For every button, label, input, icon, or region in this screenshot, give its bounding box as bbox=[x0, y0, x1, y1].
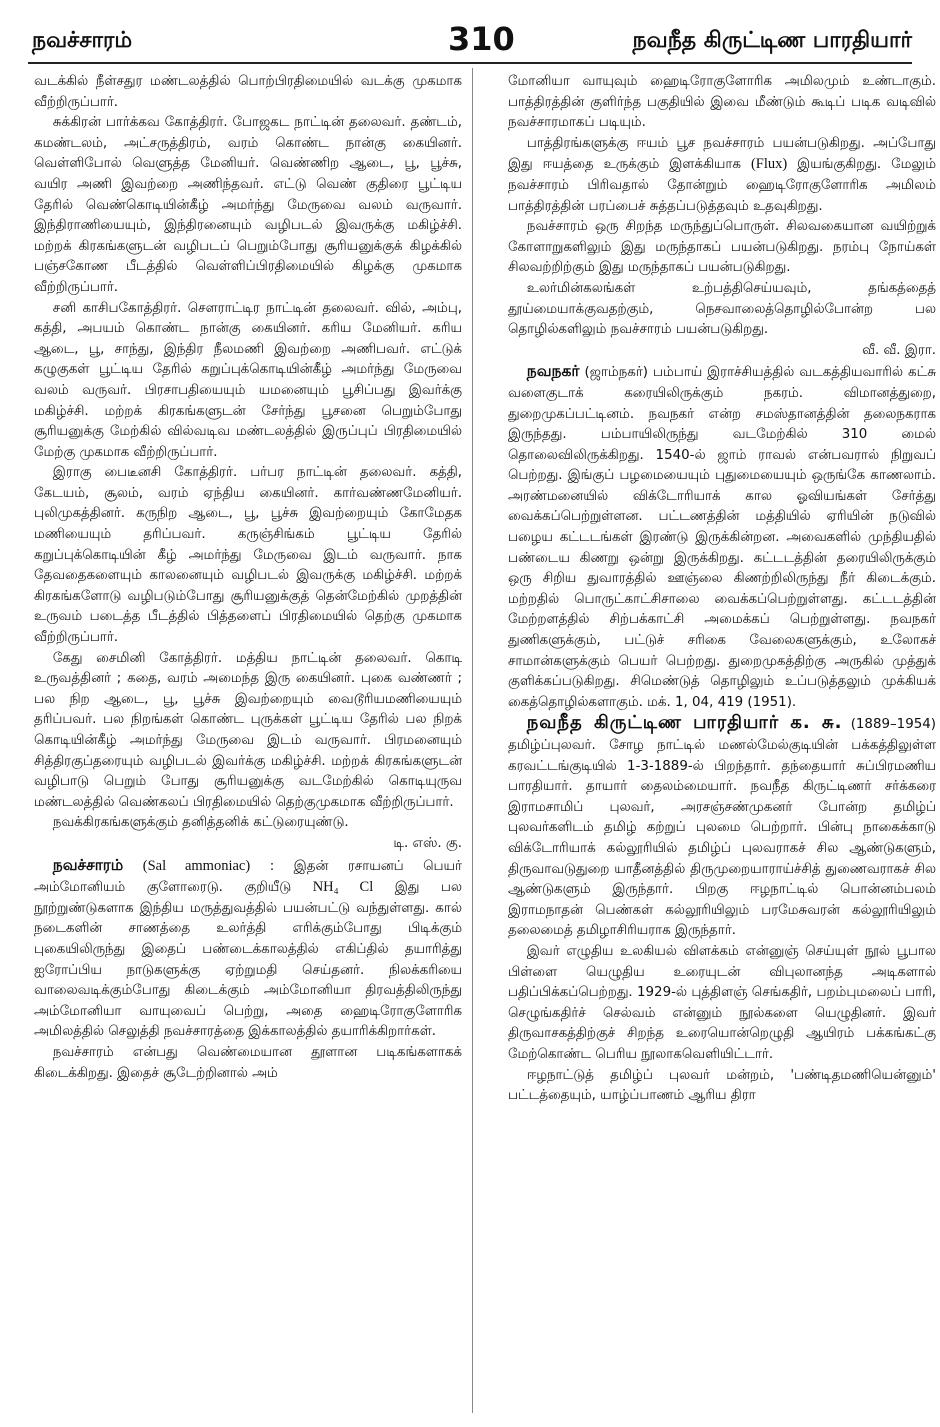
left-column bbox=[34, 72, 462, 1412]
running-head-left: நவச்சாரம் bbox=[32, 28, 133, 53]
paragraph: சனி காசிபகோத்திரர். சௌராட்டிர நாட்டின் தலைவர். வில், அம்பு, கத்தி, அபயம் கொண்ட நான்கு கையினர். கரிய மேனியர். கரிய ஆடை, பூ, சாந்து, இந்திர நீலமணி இவற்றை அணிபவர். எட்டுக் கழுகுகள் பூட்டிய தேரில் கறுப்புக்கொடியின்கீழ் அமர்ந்து மேருவை வலம் வருவர். பிரசாபதியையும் யமனையும் பூசிப்பது இவர்க்கு மகிழ்ச்சி. மற்றக் கிரகங்களுடன் சேர்ந்து பூசனை பெறும்போது சூரியனுக்கு மேற்கில் வில்வடிவ மண்டலத்தில் இருப்புப் பிரதிமையில் மேற்கு முகமாக வீற்றிருப்பார். bbox=[34, 300, 462, 460]
paragraph: சுக்கிரன் பார்க்கவ கோத்திரர். போஜகட நாட்டின் தலைவர். தண்டம், கமண்டலம், அட்சருத்திரம், வரம் கொண்ட நான்கு கையினர். வெள்ளிபோல் வெளுத்த மேனியர். வெண்ணிற ஆடை, பூ, பூச்சு, வயிர அணி இவற்றை அணிந்தவர். எட்டு வெண் குதிரை பூட்டிய தேரில் வெண்கொடியின்கீழ் அமர்ந்து மேருவை வலம் வருவார். இந்திராணியையும், இந்திரனையும் வழிபடல் இவருக்கு மகிழ்ச்சி. மற்றக் கிரகங்களுடன் வழிபடப் பெறும்போது சூரியனுக்குக் கிழக்கில் பஞ்சகோண பீடத்தில் வெள்ளிப்பிரதிமையில் கிழக்கு முகமாக வீற்றிருப்பார். bbox=[34, 115, 462, 295]
author-signature: வீ. வீ. இரா. bbox=[862, 342, 936, 358]
entry-text: : இதன் ரசாயனப் பெயர் அம்மோனியம் குளோரைடு. குறியீடு bbox=[34, 858, 462, 896]
latin-term: (Flux) bbox=[750, 156, 788, 173]
paragraph-text: பாத்திரங்களுக்கு ஈயம் பூச நவச்சாரம் பயன்படுகிறது. அப்போது இது ஈயத்தை உருக்கும் இளக்கியாக bbox=[508, 135, 936, 173]
paragraph: ஈழநாட்டுத் தமிழ்ப் புலவர் மன்றம், 'பண்டிதமணியென்னும்' பட்டத்தையும், யாழ்ப்பாணம் ஆரிய திரா bbox=[508, 1067, 936, 1104]
entry-title: நவநீத கிருட்டிண பாரதியார் க. சு. bbox=[526, 712, 843, 734]
paragraph: இராகு பைடீனசி கோத்திரர். பர்பர நாட்டின் தலைவர். கத்தி, கேடயம், சூலம், வரம் ஏந்திய கையினர். கார்வண்ணமேனியர். புலிமுகத்தினர். கருநிற ஆடை, பூ, பூச்சு இவற்றையும் கோமேதக மணியையும் தரிப்பவர். கருஞ்சிங்கம் பூட்டிய தேரில் கறுப்புக்கொடியின் கீழ் அமர்ந்து மேருவை இடம் வருவார். நாக தேவதைகளையும் காலனையும் வழிபடல் இவருக்கு மகிழ்ச்சி. மற்றக் கிரகங்களோடு வழிபடும்போது சூரியனுக்குத் தென்மேற்கில் முறத்தின் உருவம் படைத்த பீடத்தில் பித்தளைப் பிரதிமையில் தெற்கு முகமாக வீற்றிருப்பார். bbox=[34, 465, 462, 646]
paragraph: நவச்சாரம் என்பது வெண்மையான தூளான படிகங்களாகக் கிடைக்கிறது. இதைச் சூடேற்றினால் அம் bbox=[34, 1044, 462, 1081]
paragraph: நவக்கிரகங்களுக்கும் தனித்தனிக் கட்டுரையுண்டு. bbox=[52, 815, 349, 831]
paragraph: உலர்மின்கலங்கள் உற்பத்திசெய்யவும், தங்கத்தைத் தூய்மையாக்குவதற்கும், நெசவாலைத்தொழில்போன்ற பல தொழில்களிலும் நவச்சாரம் பயன்படுகிறது. bbox=[508, 280, 936, 338]
paragraph: நவச்சாரம் ஒரு சிறந்த மருந்துப்பொருள். சிலவகையான வயிற்றுக் கோளாறுகளிலும் இது மருந்தாகப் பயன்படுகிறது. நரம்பு நோய்கள் சிலவற்றிற்கும் இது மருந்தாகப் பயன்படுகிறது. bbox=[508, 219, 936, 276]
entry-title: நவநகர் bbox=[526, 362, 580, 381]
entry-paragraph bbox=[508, 713, 936, 942]
chemical-formula: NH₄ Cl bbox=[312, 879, 374, 896]
paragraph bbox=[508, 134, 936, 217]
latin-term: (Sal ammoniac) bbox=[142, 857, 251, 874]
paragraph-text: இயங்குகிறது. மேலும் நவச்சாரம் பிரிவதால் தோன்றும் ஹைடிரோகுளோரிக அமிலம் பாத்திரத்தின் பரப்பைச் சுத்தப்படுத்தவும் உதவுகிறது. bbox=[508, 157, 936, 214]
entry-paragraph bbox=[34, 855, 462, 1043]
paragraph: மோனியா வாயுவும் ஹைடிரோகுளோரிக அமிலமும் உண்டாகும். பாத்திரத்தின் குளிர்ந்த பகுதியில் இவை மீண்டும் கூடிப் படிக வடிவில் நவச்சாரமாகப் படியும். bbox=[508, 74, 936, 131]
column-divider bbox=[472, 68, 473, 1413]
page-number: 310 bbox=[448, 20, 515, 58]
entry-text: இது பல நூற்றுண்டுகளாக இந்திய மருத்துவத்தில் பயன்பட்டு வந்துள்ளது. கால் நடைகளின் சாணத்தை உலர்த்தி எரிக்கும்போது பிடிக்கும் புகையிலிருந்து இதைப் பண்டைக்காலத்தில் எகிப்தில் தயாரித்து ஐரோப்பிய நாடுகளுக்கு ஏற்றுமதி செய்தனர். நிலக்கரியை வாலைவடிக்கும்போது கிடைக்கும் அம்மோனியா திரவத்திலிருந்து அம்மோனியா வாயுவைப் பெற்று, அதை ஹைடிரோகுளோரிக அமிலத்தில் செலுத்தி நவச்சாரத்தை இக்காலத்தில் தயாரிக்கிறார்கள். bbox=[34, 880, 462, 1040]
author-signature: டி. எஸ். கு. bbox=[393, 835, 462, 851]
paragraph: இவர் எழுதிய உலகியல் விளக்கம் என்னுஞ் செய்யுள் நூல் பூபால பிள்ளை யெழுதிய உரையுடன் விபுலானந்த அடிகளால் பதிப்பிக்கப்பெற்றது. 1929-ல் புத்திளஞ் செங்கதிர், பறம்புமலைப் பாரி, செழுங்கதிர்ச் செல்வம் என்னும் நூல்களை யெழுதினர். இவர் திருவாசகத்திற்குச் சிறந்த உரையொன்றெழுதி ஆயிரம் பக்கங்கட்கு மேற்கொண்ட பெரிய நூலாகவெளியிட்டார். bbox=[508, 943, 936, 1062]
running-head-right: நவநீத கிருட்டிண பாரதியார் bbox=[632, 28, 912, 53]
entry-text: (1889–1954) தமிழ்ப்புலவர். சோழ நாட்டில் மணல்மேல்குடியின் பக்கத்திலுள்ள கரவட்டங்குடியில் 1-3-1889-ல் பிறந்தார். தந்தையார் சுப்பிரமணிய பாரதியார். தாயார் தைலம்மையார். நவநீத கிருட்டிணர் சர்க்கரை இராமசாமிப் புலவர், அரசஞ்சண்முகனர் போன்ற தமிழ்ப் புலவர்களிடம் தமிழ் கற்றுப் புலமை பெற்றார். பின்பு நாகைக்காடு விக்டோரியாக் கல்லூரியில் தமிழ்ப் புலவராகச் சில ஆண்டுகளும், திருவாவடுதுறை யாதீனத்தில் திருமுறையாராய்ச்சித் துணைவராகச் சில ஆண்டுகளும் இருந்தார். பிறகு ஈழநாட்டில் பொன்னம்பலம் இராமநாதன் பெண்கள் கல்லூரியிலும் பரமேசுவரன் கல்லூரியிலும் தலைமைத் தமிழாசிரியராக இருந்தார். bbox=[508, 717, 936, 939]
entry-paragraph bbox=[508, 361, 936, 713]
right-column bbox=[508, 72, 936, 1412]
page-header bbox=[28, 18, 912, 64]
paragraph: வடக்கில் நீள்சதுர மண்டலத்தில் பொற்பிரதிமையில் வடக்கு முகமாக வீற்றிருப்பார். bbox=[34, 74, 462, 110]
paragraph: கேது சைமினி கோத்திரர். மத்திய நாட்டின் தலைவர். கொடி உருவத்தினர் ; கதை, வரம் அமைந்த இரு கையினர். புகை வண்ணர் ; பல நிற ஆடை, பூ, பூச்சு இவற்றையும் வைடூரியமணியையும் தரிப்பவர். பல நிறங்கள் கொண்ட புருக்கள் பூட்டிய தேரில் பல நிறக் கொடியின்கீழ் அமர்ந்து மேருவை இடம் வருவார். பிரமனையும் சித்திரகுப்தரையும் வழிபடல் இவர்க்கு மகிழ்ச்சி. மற்றக் கிரகங்களுடன் வழிபாடு பெறும் போது சூரியனுக்கு வடமேற்கில் கொடியுருவ மண்டலத்தில் வெண்கலப் பிரதிமையில் தெற்குமுகமாக வீற்றிருப்பார். bbox=[34, 650, 462, 810]
entry-text: (ஜாம்நகர்) பம்பாய் இராச்சியத்தில் வடகத்தியவாரில் கட்சு வளைகுடாக் கரையிலிருக்கும் நகரம். விமானத்துறை, துறைமுகப்பட்டினம். நவநகர் என்ற சமஸ்தானத்தின் தலைநகராக இருந்தது. பம்பாயிலிருந்து வடமேற்கில் 310 மைல் தொலைவிலிருக்கிறது. 1540-ல் ஜாம் ராவல் என்பவரால் நிறுவப் பெற்றது. இங்குப் பழமையையும் புதுமையையும் ஒருங்கே காணலாம். அரண்மனையில் விக்டோரியாக் கால ஓவியங்கள் சேர்த்து வைக்கப்பெற்றுள்ளன. பட்டணத்தின் மத்தியில் ஏரியின் நடுவில் பழைய கட்டடங்கள் இரண்டு இருக்கின்றன. அவைகளில் முந்தியதில் பண்டைய கிணறு ஒன்று இருக்கிறது. கட்டடத்தின் தரையிலிருக்கும் ஒரு சிறிய துவாரத்தில் ஊஞ்லை கிணற்றிலிருந்து நீர் கிடைக்கும். மற்றதில் பொருட்காட்சிசாலை வைக்கப்பெற்றுள்ளது. கட்டடத்தின் மேற்றளத்தில் சிற்பக்காட்சி அமைக்கப் பெற்றுள்ளது. நவநகர் துணிகளுக்கும், பட்டுச் சரிகை வேலைகளுக்கும், உலோகச் சாமான்களுக்கும் பெயர் பெற்றது. துறைமுகத்திற்கு அருகில் முத்துக் குளிக்கப்படுகிறது. சிமெண்டுத் தொழிலும் உப்படுத்தலும் முக்கியக் கைத்தொழில்களாகும். மக். 1, 04, 419 (1951). bbox=[508, 365, 936, 710]
entry-title: நவச்சாரம் bbox=[52, 855, 124, 874]
